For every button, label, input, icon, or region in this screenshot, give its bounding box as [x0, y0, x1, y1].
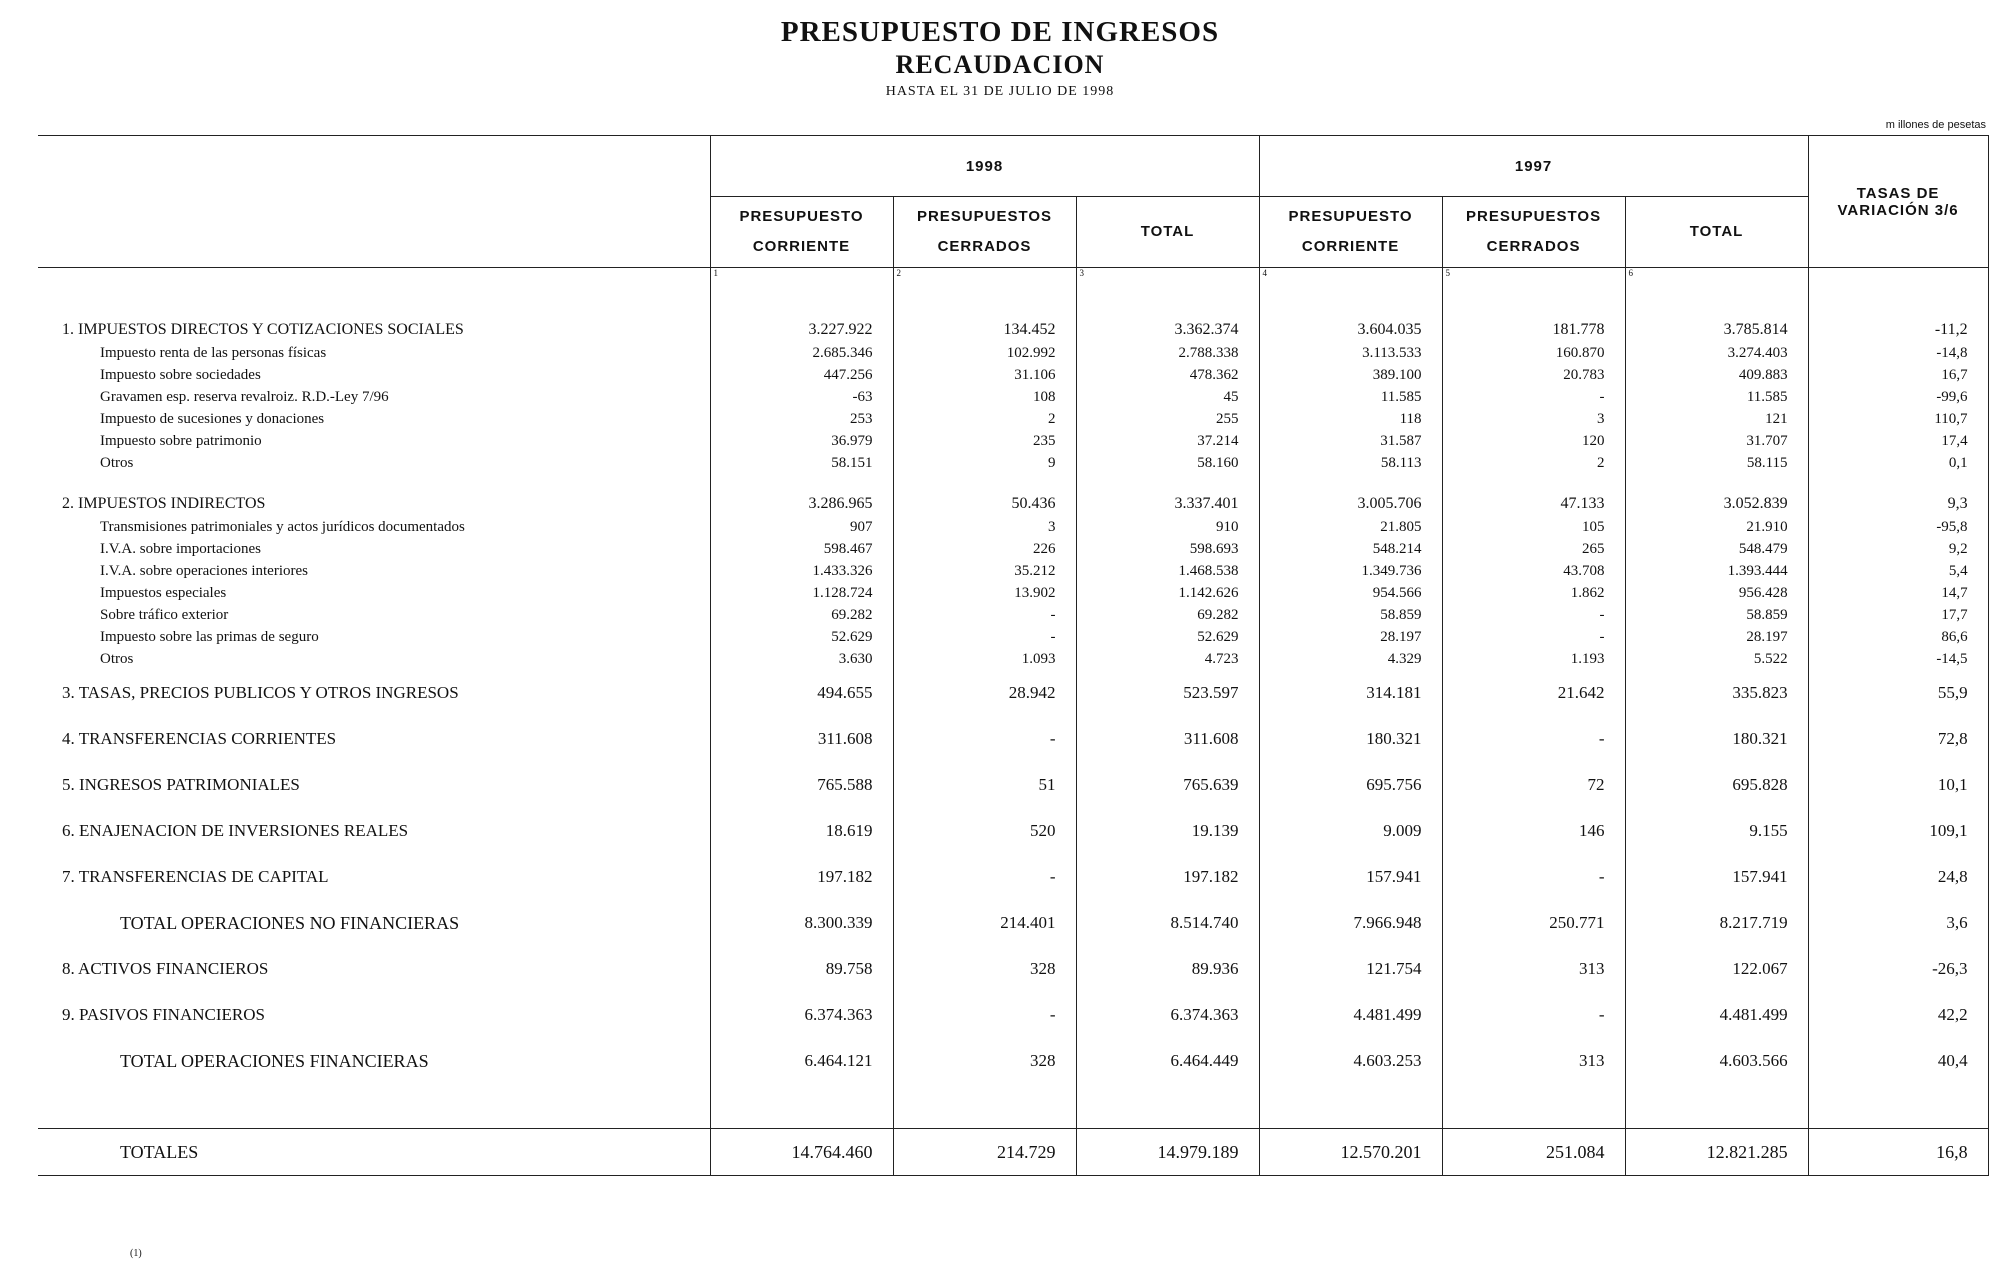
row-value: -	[1442, 604, 1625, 626]
row-value: 4.329	[1259, 648, 1442, 670]
row-value: 58.859	[1259, 604, 1442, 626]
row-value: 214.401	[893, 900, 1076, 946]
row-value	[710, 1084, 893, 1129]
row-value: 89.936	[1076, 946, 1259, 992]
row-value: 311.608	[710, 716, 893, 762]
row-value: 3	[893, 516, 1076, 538]
row-value: 3.337.401	[1076, 492, 1259, 516]
col-closed-1998: PRESUPUESTOS CERRADOS	[893, 197, 1076, 268]
table-row	[38, 762, 1988, 808]
col-closed-1997: PRESUPUESTOS CERRADOS	[1442, 197, 1625, 268]
table-row	[38, 670, 1988, 716]
row-value: -99,6	[1808, 386, 1988, 408]
row-value: 58.859	[1625, 604, 1808, 626]
row-value: 1.393.444	[1625, 560, 1808, 582]
row-label: I.V.A. sobre operaciones interiores	[100, 563, 308, 579]
table-row	[38, 452, 1988, 474]
row-value: 2.685.346	[710, 342, 893, 364]
row-value: -63	[710, 386, 893, 408]
row-label: 3. TASAS, PRECIOS PUBLICOS Y OTROS INGRESOS	[62, 683, 459, 702]
table-row	[38, 342, 1988, 364]
row-label: 8. ACTIVOS FINANCIEROS	[62, 959, 269, 978]
row-value: 8.217.719	[1625, 900, 1808, 946]
row-value	[1076, 474, 1259, 492]
row-value: 51	[893, 762, 1076, 808]
year-1997-header: 1997	[1259, 136, 1808, 197]
table-row	[38, 1038, 1988, 1084]
row-value	[1259, 474, 1442, 492]
row-value: 102.992	[893, 342, 1076, 364]
row-label	[38, 1084, 710, 1129]
row-value	[710, 474, 893, 492]
row-value: 1.433.326	[710, 560, 893, 582]
row-value: 43.708	[1442, 560, 1625, 582]
row-value: 3.227.922	[710, 318, 893, 342]
row-value: 12.570.201	[1259, 1129, 1442, 1176]
row-value: 313	[1442, 1038, 1625, 1084]
table-row	[38, 900, 1988, 946]
row-label: TOTAL OPERACIONES FINANCIERAS	[120, 1051, 429, 1071]
table-row	[38, 430, 1988, 452]
col-total-1998: TOTAL	[1076, 197, 1259, 268]
row-value: 695.756	[1259, 762, 1442, 808]
row-value: 910	[1076, 516, 1259, 538]
row-value: -	[1442, 626, 1625, 648]
colnum: 5	[1442, 268, 1625, 319]
row-value: 313	[1442, 946, 1625, 992]
row-value: 121	[1625, 408, 1808, 430]
row-value: 52.629	[1076, 626, 1259, 648]
row-label: 6. ENAJENACION DE INVERSIONES REALES	[62, 821, 409, 840]
row-value	[1808, 1084, 1988, 1129]
row-value: 19.139	[1076, 808, 1259, 854]
corner-cell-lower	[38, 197, 710, 268]
row-value: 251.084	[1442, 1129, 1625, 1176]
row-value: 28.942	[893, 670, 1076, 716]
table-row	[38, 1129, 1988, 1176]
row-value: 110,7	[1808, 408, 1988, 430]
row-value: 314.181	[1259, 670, 1442, 716]
row-value: -11,2	[1808, 318, 1988, 342]
row-value: 523.597	[1076, 670, 1259, 716]
row-value: 6.374.363	[710, 992, 893, 1038]
row-value: 24,8	[1808, 854, 1988, 900]
corner-cell	[38, 136, 710, 197]
row-value: 520	[893, 808, 1076, 854]
row-value: 9.155	[1625, 808, 1808, 854]
row-value: 21.805	[1259, 516, 1442, 538]
row-value: 954.566	[1259, 582, 1442, 604]
row-value: -	[1442, 992, 1625, 1038]
row-value: 40,4	[1808, 1038, 1988, 1084]
row-value: 478.362	[1076, 364, 1259, 386]
row-value: 180.321	[1625, 716, 1808, 762]
row-value: 180.321	[1259, 716, 1442, 762]
row-value: -	[1442, 386, 1625, 408]
table-body	[38, 318, 1988, 1176]
row-value: 598.693	[1076, 538, 1259, 560]
row-value	[1076, 1084, 1259, 1129]
report-subtitle: RECAUDACION	[895, 50, 1105, 79]
row-label: Impuesto sobre patrimonio	[100, 433, 262, 449]
row-value: 1.128.724	[710, 582, 893, 604]
row-value: 598.467	[710, 538, 893, 560]
row-value: 69.282	[710, 604, 893, 626]
row-value: 69.282	[1076, 604, 1259, 626]
row-value: 42,2	[1808, 992, 1988, 1038]
row-value: 335.823	[1625, 670, 1808, 716]
colnum: 6	[1625, 268, 1808, 319]
row-value: 134.452	[893, 318, 1076, 342]
row-label: Otros	[100, 455, 134, 471]
table-row	[38, 992, 1988, 1038]
row-value: 4.723	[1076, 648, 1259, 670]
row-label: Gravamen esp. reserva revalroiz. R.D.-Ley 7/96	[100, 389, 389, 405]
colnum: 3	[1076, 268, 1259, 319]
colnum: 1	[710, 268, 893, 319]
table-row	[38, 560, 1988, 582]
row-value: -14,8	[1808, 342, 1988, 364]
table-row	[38, 604, 1988, 626]
row-value: 21.910	[1625, 516, 1808, 538]
row-value: 8.300.339	[710, 900, 893, 946]
row-value: 18.619	[710, 808, 893, 854]
row-value: 907	[710, 516, 893, 538]
row-value: 58.115	[1625, 452, 1808, 474]
row-value: 9.009	[1259, 808, 1442, 854]
row-value: 8.514.740	[1076, 900, 1259, 946]
row-value: 14.979.189	[1076, 1129, 1259, 1176]
row-value: 109,1	[1808, 808, 1988, 854]
row-value: 311.608	[1076, 716, 1259, 762]
row-value: -	[893, 626, 1076, 648]
row-value: 181.778	[1442, 318, 1625, 342]
row-value: 55,9	[1808, 670, 1988, 716]
table-row	[38, 516, 1988, 538]
row-value: 0,1	[1808, 452, 1988, 474]
row-value: 765.639	[1076, 762, 1259, 808]
row-label: TOTALES	[38, 1129, 710, 1176]
row-value: 765.588	[710, 762, 893, 808]
table-row	[38, 854, 1988, 900]
row-value: -	[1442, 716, 1625, 762]
col-current-1997: PRESUPUESTO CORRIENTE	[1259, 197, 1442, 268]
row-value: 12.821.285	[1625, 1129, 1808, 1176]
row-value: -	[893, 604, 1076, 626]
row-value: 3.274.403	[1625, 342, 1808, 364]
row-value	[1625, 474, 1808, 492]
row-value: 120	[1442, 430, 1625, 452]
row-value: 108	[893, 386, 1076, 408]
table-row	[38, 716, 1988, 762]
col-total-1997: TOTAL	[1625, 197, 1808, 268]
row-value: 5.522	[1625, 648, 1808, 670]
row-label: Impuesto renta de las personas físicas	[100, 345, 327, 361]
row-value: 16,8	[1808, 1129, 1988, 1176]
colnum-blank	[1808, 268, 1988, 319]
row-value: 389.100	[1259, 364, 1442, 386]
row-value: -95,8	[1808, 516, 1988, 538]
row-value: 2	[893, 408, 1076, 430]
row-value: 548.214	[1259, 538, 1442, 560]
row-value: 1.142.626	[1076, 582, 1259, 604]
revenue-table	[38, 135, 1989, 1176]
row-value: 197.182	[710, 854, 893, 900]
row-value: 118	[1259, 408, 1442, 430]
row-value: 1.862	[1442, 582, 1625, 604]
row-value	[893, 474, 1076, 492]
row-value: 1.349.736	[1259, 560, 1442, 582]
row-value: 58.160	[1076, 452, 1259, 474]
row-value: 10,1	[1808, 762, 1988, 808]
row-value: 122.067	[1625, 946, 1808, 992]
row-value: -14,5	[1808, 648, 1988, 670]
row-value: 4.603.566	[1625, 1038, 1808, 1084]
row-value: 9	[893, 452, 1076, 474]
row-value: 4.603.253	[1259, 1038, 1442, 1084]
row-value: 31.106	[893, 364, 1076, 386]
row-value: 3.052.839	[1625, 492, 1808, 516]
row-value: 36.979	[710, 430, 893, 452]
row-value: 4.481.499	[1259, 992, 1442, 1038]
row-value: 2.788.338	[1076, 342, 1259, 364]
col-current-1998: PRESUPUESTO CORRIENTE	[710, 197, 893, 268]
row-value: 14.764.460	[710, 1129, 893, 1176]
row-value	[1808, 474, 1988, 492]
row-value: 157.941	[1625, 854, 1808, 900]
row-value: 146	[1442, 808, 1625, 854]
row-value: 6.374.363	[1076, 992, 1259, 1038]
row-value: 17,4	[1808, 430, 1988, 452]
row-label: Impuesto sobre sociedades	[100, 367, 261, 383]
row-label: Transmisiones patrimoniales y actos jurídicos documentados	[100, 519, 465, 535]
row-value: -	[893, 992, 1076, 1038]
row-value: 3.630	[710, 648, 893, 670]
row-value: 956.428	[1625, 582, 1808, 604]
row-label	[38, 474, 710, 492]
row-label: Impuesto sobre las primas de seguro	[100, 629, 319, 645]
row-value: -	[1442, 854, 1625, 900]
row-label: 4. TRANSFERENCIAS CORRIENTES	[62, 729, 337, 748]
row-value: 197.182	[1076, 854, 1259, 900]
row-value: 28.197	[1625, 626, 1808, 648]
table-row	[38, 808, 1988, 854]
table-row	[38, 492, 1988, 516]
row-value: -	[893, 716, 1076, 762]
row-label: 1. IMPUESTOS DIRECTOS Y COTIZACIONES SOCIALES	[62, 321, 464, 338]
table-row	[38, 582, 1988, 604]
row-value: 58.113	[1259, 452, 1442, 474]
row-value: 5,4	[1808, 560, 1988, 582]
report-period: HASTA EL 31 DE JULIO DE 1998	[885, 84, 1115, 99]
row-value: 6.464.449	[1076, 1038, 1259, 1084]
row-value: 58.151	[710, 452, 893, 474]
units-note: m illones de pesetas	[1885, 119, 1986, 131]
report-title: PRESUPUESTO DE INGRESOS	[780, 16, 1220, 48]
table-row	[38, 474, 1988, 492]
row-value	[1442, 1084, 1625, 1129]
row-value: 37.214	[1076, 430, 1259, 452]
table-row	[38, 1084, 1988, 1129]
table-row	[38, 626, 1988, 648]
row-value: 3.005.706	[1259, 492, 1442, 516]
table-row	[38, 364, 1988, 386]
row-value: 3.604.035	[1259, 318, 1442, 342]
row-value: 11.585	[1625, 386, 1808, 408]
row-value: 3.286.965	[710, 492, 893, 516]
row-value: 695.828	[1625, 762, 1808, 808]
row-value: 328	[893, 946, 1076, 992]
row-value: 214.729	[893, 1129, 1076, 1176]
row-value: 89.758	[710, 946, 893, 992]
row-value: 105	[1442, 516, 1625, 538]
row-value: 31.587	[1259, 430, 1442, 452]
row-value: 494.655	[710, 670, 893, 716]
row-value: 47.133	[1442, 492, 1625, 516]
row-label: Impuestos especiales	[100, 585, 227, 601]
table-row	[38, 648, 1988, 670]
row-value: 548.479	[1625, 538, 1808, 560]
table-row	[38, 946, 1988, 992]
row-value: 28.197	[1259, 626, 1442, 648]
row-value: 50.436	[893, 492, 1076, 516]
row-label: 2. IMPUESTOS INDIRECTOS	[62, 495, 266, 512]
row-value: -26,3	[1808, 946, 1988, 992]
row-value: 3	[1442, 408, 1625, 430]
row-value: 35.212	[893, 560, 1076, 582]
row-value: 21.642	[1442, 670, 1625, 716]
row-value: 409.883	[1625, 364, 1808, 386]
colnum-blank	[38, 268, 710, 319]
table-row	[38, 408, 1988, 430]
row-label: 5. INGRESOS PATRIMONIALES	[62, 775, 300, 794]
row-value: 1.468.538	[1076, 560, 1259, 582]
row-label: Sobre tráfico exterior	[100, 607, 229, 623]
row-label: I.V.A. sobre importaciones	[100, 541, 261, 557]
row-value	[1442, 474, 1625, 492]
row-value	[1625, 1084, 1808, 1129]
row-value: 72	[1442, 762, 1625, 808]
row-value: 253	[710, 408, 893, 430]
row-value: 235	[893, 430, 1076, 452]
row-value: 328	[893, 1038, 1076, 1084]
row-value: 3.785.814	[1625, 318, 1808, 342]
footnote-mark: (1)	[130, 1248, 142, 1259]
row-value: 226	[893, 538, 1076, 560]
row-value: 31.707	[1625, 430, 1808, 452]
row-value: 250.771	[1442, 900, 1625, 946]
row-value: 1.193	[1442, 648, 1625, 670]
variation-header: TASAS DE VARIACIÓN 3/6	[1808, 136, 1988, 268]
row-value: -	[893, 854, 1076, 900]
row-value: 14,7	[1808, 582, 1988, 604]
row-label: TOTAL OPERACIONES NO FINANCIERAS	[120, 913, 460, 933]
row-value	[893, 1084, 1076, 1129]
row-value: 45	[1076, 386, 1259, 408]
row-value: 72,8	[1808, 716, 1988, 762]
row-value: 6.464.121	[710, 1038, 893, 1084]
table-row	[38, 318, 1988, 342]
row-value: 160.870	[1442, 342, 1625, 364]
colnum: 4	[1259, 268, 1442, 319]
row-value: 52.629	[710, 626, 893, 648]
row-value: 1.093	[893, 648, 1076, 670]
row-value: 16,7	[1808, 364, 1988, 386]
row-value: 17,7	[1808, 604, 1988, 626]
row-value: 157.941	[1259, 854, 1442, 900]
row-value: 265	[1442, 538, 1625, 560]
row-value: 121.754	[1259, 946, 1442, 992]
table-row	[38, 386, 1988, 408]
row-label: 7. TRANSFERENCIAS DE CAPITAL	[62, 867, 329, 886]
row-value: 2	[1442, 452, 1625, 474]
row-value: 9,2	[1808, 538, 1988, 560]
row-value: 447.256	[710, 364, 893, 386]
row-value: 3,6	[1808, 900, 1988, 946]
row-label: 9. PASIVOS FINANCIEROS	[62, 1005, 265, 1024]
colnum: 2	[893, 268, 1076, 319]
row-value: 255	[1076, 408, 1259, 430]
row-value: 9,3	[1808, 492, 1988, 516]
row-value: 11.585	[1259, 386, 1442, 408]
row-value: 7.966.948	[1259, 900, 1442, 946]
row-label: Impuesto de sucesiones y donaciones	[100, 411, 325, 427]
table-row	[38, 538, 1988, 560]
row-value: 13.902	[893, 582, 1076, 604]
row-value	[1259, 1084, 1442, 1129]
row-value: 3.362.374	[1076, 318, 1259, 342]
row-value: 86,6	[1808, 626, 1988, 648]
year-1998-header: 1998	[710, 136, 1259, 197]
row-value: 3.113.533	[1259, 342, 1442, 364]
row-value: 20.783	[1442, 364, 1625, 386]
row-label: Otros	[100, 651, 134, 667]
row-value: 4.481.499	[1625, 992, 1808, 1038]
